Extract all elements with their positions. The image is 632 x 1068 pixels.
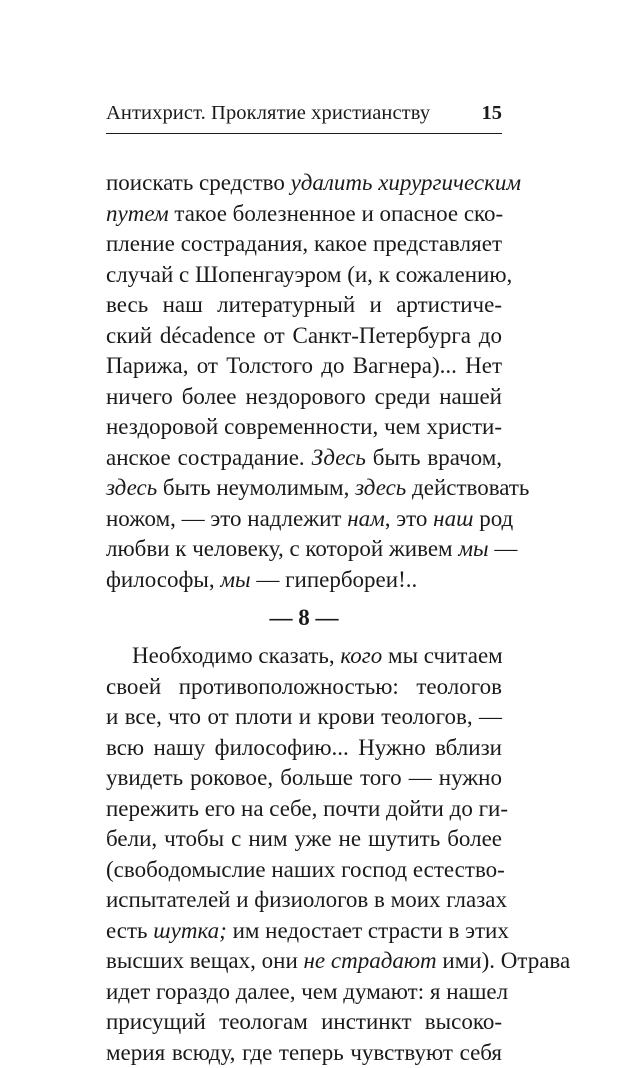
- text-line: пережить его на себе, почти дойти до ги-: [106, 794, 502, 825]
- page-number: 15: [482, 102, 503, 125]
- italic-emphasis: наш: [433, 506, 473, 531]
- text-line: пление сострадания, какое представляет: [106, 229, 502, 260]
- text-line: ский décadence от Санкт-Петербурга до: [106, 321, 502, 352]
- running-header-title: Антихрист. Проклятие христианству: [106, 102, 430, 125]
- text-line: нездоровой современности, чем христи-: [106, 412, 502, 443]
- italic-emphasis: шутка;: [153, 918, 227, 943]
- text-line: здесь быть неумолимым, здесь действовать: [106, 473, 502, 504]
- text-line: присущий теологам инстинкт высоко-: [106, 1007, 502, 1038]
- text-line: случай с Шопенгауэром (и, к сожалению,: [106, 260, 502, 291]
- italic-emphasis: мы: [220, 567, 250, 592]
- section-heading: — 8 —: [106, 595, 502, 641]
- text-line: (свободомыслие наших господ естество-: [106, 855, 502, 886]
- text-line: путем такое болезненное и опасное ско-: [106, 199, 502, 230]
- text-line: своей противоположностью: теологов: [106, 672, 502, 703]
- text-line: ножом, — это надлежит нам, это наш род: [106, 504, 502, 535]
- italic-emphasis: здесь: [106, 475, 157, 500]
- text-line: увидеть роковое, больше того — нужно: [106, 763, 502, 794]
- italic-emphasis: мы: [458, 536, 488, 561]
- italic-emphasis: кого: [340, 643, 382, 668]
- italic-emphasis: нам: [347, 506, 385, 531]
- text-line: всю нашу философию... Нужно вблизи: [106, 733, 502, 764]
- italic-emphasis: здесь: [355, 475, 406, 500]
- text-line: любви к человеку, с которой живем мы —: [106, 534, 502, 565]
- running-header: [106, 101, 502, 134]
- text-line: поискать средство удалить хирургическим: [106, 168, 502, 199]
- text-line: ничего более нездорового среди нашей: [106, 382, 502, 413]
- text-line: весь наш литературный и артистиче-: [106, 290, 502, 321]
- italic-emphasis: не страдают: [304, 948, 437, 973]
- text-line: Парижа, от Толстого до Вагнера)... Нет: [106, 351, 502, 382]
- body-text: [106, 168, 502, 1068]
- text-line: мерия всюду, где теперь чувствуют себя: [106, 1038, 502, 1068]
- italic-emphasis: Здесь: [312, 445, 366, 470]
- text-line: идет гораздо далее, чем думают: я нашел: [106, 977, 502, 1008]
- text-line-last: философы, мы — гипербореи!..: [106, 565, 502, 596]
- text-line: есть шутка; им недостает страсти в этих: [106, 916, 502, 947]
- text-line-first: Необходимо сказать, кого мы считаем: [106, 641, 502, 672]
- text-line: и все, что от плоти и крови теологов, —: [106, 702, 502, 733]
- text-line: испытателей и физиологов в моих глазах: [106, 885, 502, 916]
- text-line: бели, чтобы с ним уже не шутить более: [106, 824, 502, 855]
- italic-emphasis: путем: [106, 201, 169, 226]
- text-line: высших вещах, они не страдают ими). Отрава: [106, 946, 502, 977]
- text-line: анское сострадание. Здесь быть врачом,: [106, 443, 502, 474]
- italic-emphasis: удалить хирургическим: [291, 170, 521, 195]
